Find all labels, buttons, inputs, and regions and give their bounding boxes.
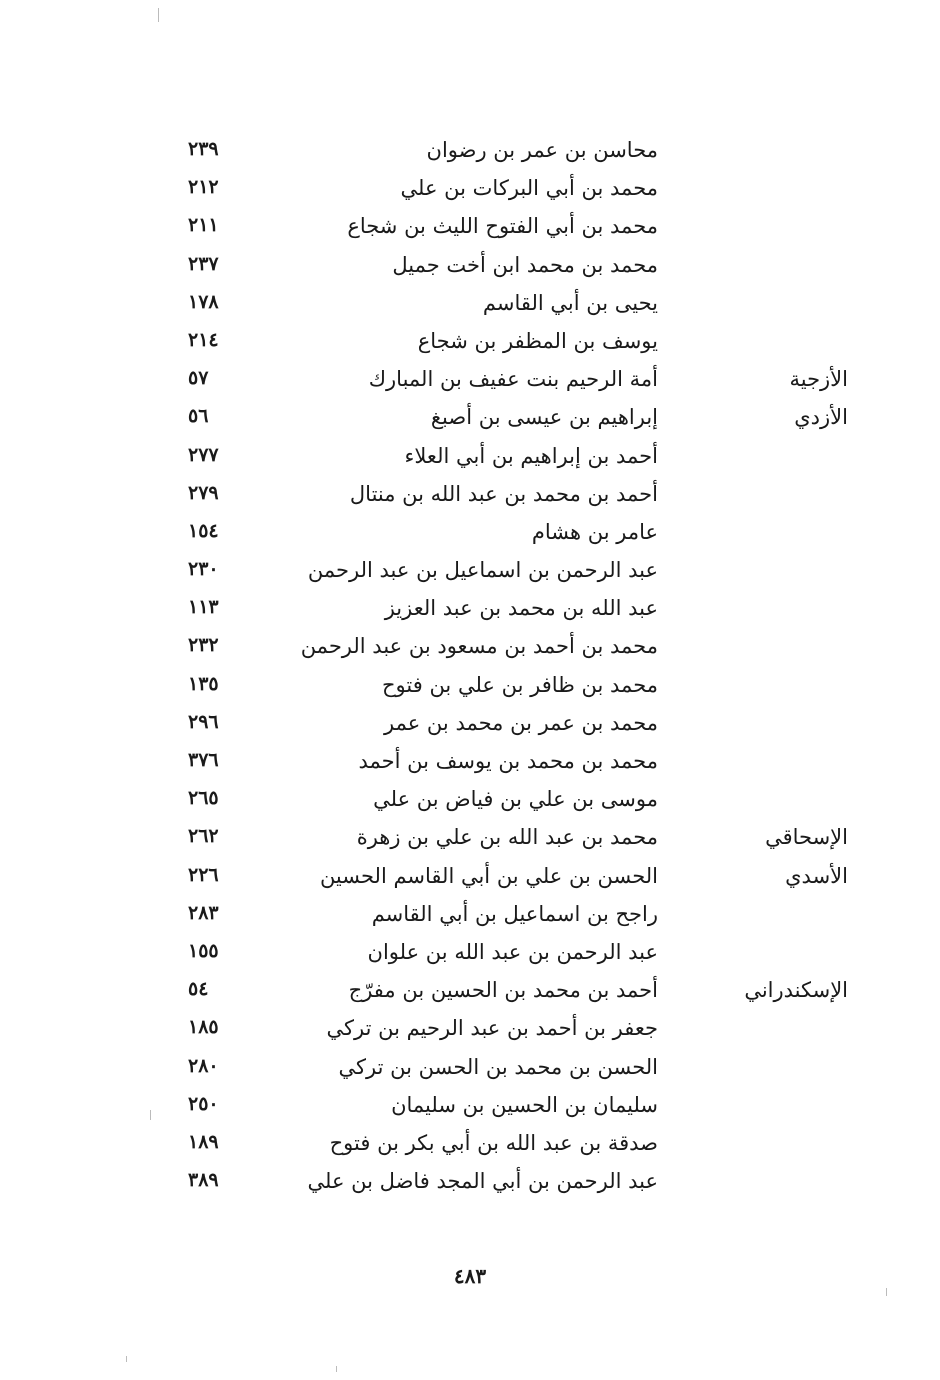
index-entry-row — [0, 1089, 940, 1127]
person-name: أمة الرحيم بنت عفيف بن المبارك — [368, 367, 658, 392]
index-entry-row — [0, 325, 940, 363]
person-name: عبد الرحمن بن اسماعيل بن عبد الرحمن — [307, 558, 658, 583]
page-reference: ٢٧٧ — [188, 443, 219, 466]
index-entry-row — [0, 669, 940, 707]
person-name: عبد الرحمن بن أبي المجد فاضل بن علي — [307, 1169, 658, 1194]
page-reference: ٢٣٠ — [188, 558, 219, 581]
person-name: الحسن بن محمد بن الحسن بن تركي — [338, 1054, 658, 1079]
index-entry-row — [0, 401, 940, 439]
person-name: جعفر بن أحمد بن عبد الرحيم بن تركي — [326, 1016, 658, 1041]
person-name: أحمد بن محمد بن عبد الله بن منتال — [349, 481, 658, 506]
page-reference: ٥٤ — [188, 978, 209, 1001]
index-entry-row — [0, 1165, 940, 1203]
person-name: محاسن بن عمر بن رضوان — [426, 138, 658, 162]
index-entry-row — [0, 630, 940, 668]
index-entry-row — [0, 898, 940, 936]
person-name: محمد بن ظافر بن علي بن فتوح — [381, 672, 658, 697]
person-name: محمد بن عبد الله بن علي بن زهرة — [356, 825, 658, 850]
person-name: إبراهيم بن عيسى بن أصبغ — [430, 405, 658, 430]
index-entry-row — [0, 592, 940, 630]
page-reference: ٢٦٢ — [188, 825, 219, 848]
person-name: أحمد بن إبراهيم بن أبي العلاء — [404, 443, 658, 468]
page-reference: ٢٣٧ — [188, 252, 219, 275]
page-reference: ١٥٥ — [188, 939, 219, 962]
person-name: يحيى بن أبي القاسم — [482, 290, 658, 315]
nisba-heading: الأسدي — [785, 863, 848, 888]
person-name: محمد بن محمد ابن أخت جميل — [392, 252, 658, 277]
nisba-heading: الأزدي — [794, 405, 848, 430]
person-name: يوسف بن المظفر بن شجاع — [417, 328, 658, 353]
page-reference: ٢٨٠ — [188, 1054, 219, 1077]
index-entry-row — [0, 554, 940, 592]
page-reference: ٢٢٦ — [188, 863, 219, 886]
page-reference: ٢٨٣ — [188, 901, 219, 924]
page-reference: ٥٦ — [188, 405, 209, 428]
person-name: عبد الرحمن بن عبد الله بن علوان — [367, 939, 658, 964]
index-entry-row — [0, 440, 940, 478]
person-name: عامر بن هشام — [531, 519, 658, 544]
index-entry-row — [0, 1012, 940, 1050]
page-number: ٤٨٣ — [453, 1264, 487, 1288]
index-entry-row — [0, 363, 940, 401]
index-entry-row — [0, 516, 940, 554]
index-entry-row — [0, 1127, 940, 1165]
page-reference: ٢١٢ — [188, 176, 219, 199]
person-name: صدقة بن عبد الله بن أبي بكر بن فتوح — [329, 1130, 658, 1155]
index-entries-list — [0, 134, 940, 1203]
scan-speck — [336, 1366, 337, 1372]
nisba-heading: الأزجية — [789, 367, 848, 392]
scan-speck — [886, 1288, 887, 1296]
scan-speck — [158, 8, 159, 22]
index-entry-row — [0, 860, 940, 898]
page-reference: ١١٣ — [188, 596, 219, 619]
person-name: محمد بن أبي البركات بن علي — [400, 176, 658, 201]
index-entry-row — [0, 249, 940, 287]
page-reference: ١٣٥ — [188, 672, 219, 695]
person-name: عبد الله بن محمد بن عبد العزيز — [384, 596, 658, 621]
index-entry-row — [0, 1051, 940, 1089]
index-entry-row — [0, 134, 940, 172]
person-name: سليمان بن الحسين بن سليمان — [391, 1092, 658, 1117]
person-name: محمد بن محمد بن يوسف بن أحمد — [358, 749, 658, 773]
person-name: أحمد بن محمد بن الحسين بن مفرّج — [348, 978, 658, 1003]
index-entry-row — [0, 707, 940, 745]
page-reference: ٢١٤ — [188, 328, 219, 351]
index-entry-row — [0, 821, 940, 859]
page-reference: ١٧٨ — [188, 290, 219, 313]
page-reference: ١٥٤ — [188, 519, 219, 542]
page-reference: ٢٧٩ — [188, 481, 219, 504]
page-reference: ٢٩٦ — [188, 710, 219, 733]
index-entry-row — [0, 210, 940, 248]
page-reference: ٣٨٩ — [188, 1169, 219, 1192]
index-entry-row — [0, 172, 940, 210]
page-reference: ٢٥٠ — [188, 1092, 219, 1115]
scan-speck — [150, 1110, 151, 1120]
person-name: محمد بن أبي الفتوح الليث بن شجاع — [347, 214, 658, 239]
scan-speck — [126, 1356, 127, 1362]
index-entry-row — [0, 974, 940, 1012]
person-name: محمد بن أحمد بن مسعود بن عبد الرحمن — [300, 634, 658, 659]
person-name: راجح بن اسماعيل بن أبي القاسم — [371, 901, 658, 926]
nisba-heading: الإسحاقي — [765, 825, 848, 850]
person-name: الحسن بن علي بن أبي القاسم الحسين — [319, 863, 658, 888]
index-entry-row — [0, 478, 940, 516]
person-name: محمد بن عمر بن محمد بن عمر — [384, 710, 658, 735]
page-reference: ٢٦٥ — [188, 787, 219, 810]
page-reference: ٢٣٢ — [188, 634, 219, 657]
index-entry-row — [0, 783, 940, 821]
page-reference: ٣٧٦ — [188, 749, 219, 771]
index-entry-row — [0, 936, 940, 974]
person-name: موسى بن علي بن فياض بن علي — [373, 787, 658, 812]
page-reference: ١٨٩ — [188, 1130, 219, 1153]
index-entry-row — [0, 745, 940, 783]
index-entry-row — [0, 287, 940, 325]
page-reference: ٥٧ — [188, 367, 209, 390]
page-reference: ٢١١ — [188, 214, 219, 237]
page-reference: ١٨٥ — [188, 1016, 219, 1039]
nisba-heading: الإسكندراني — [744, 978, 848, 1003]
page-reference: ٢٣٩ — [188, 138, 219, 160]
